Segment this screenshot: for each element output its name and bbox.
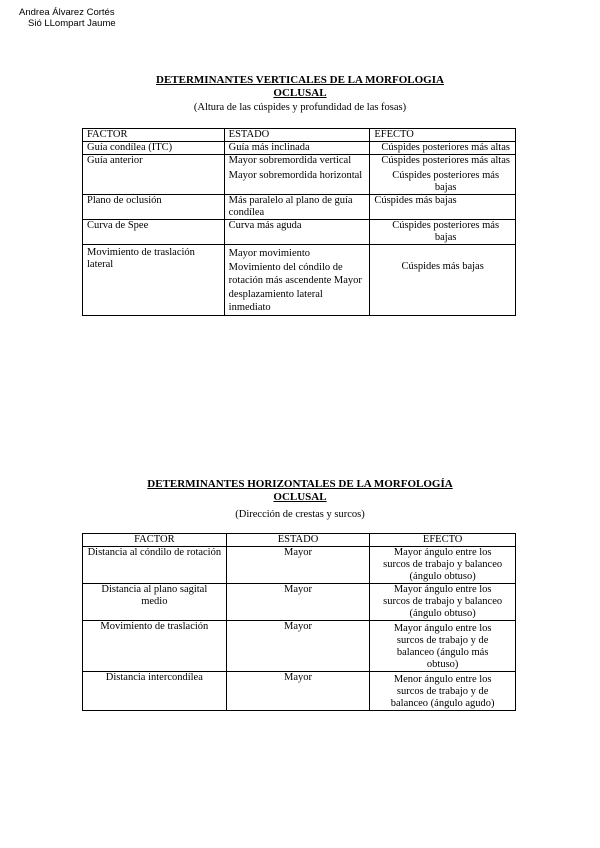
cell-estado: Más paralelo al plano de guía condílea	[224, 195, 370, 220]
table-row	[83, 584, 516, 621]
cell-factor: Distancia al plano sagital medio	[83, 584, 227, 621]
table-row	[83, 195, 516, 220]
cell-efecto: Mayor ángulo entre los surcos de trabajo y balanceo (ángulo obtuso)	[370, 584, 516, 621]
cell-efecto: Mayor ángulo entre los surcos de trabajo y de balanceo (ángulo más obtuso)	[370, 621, 516, 672]
cell-estado: Curva más aguda	[224, 220, 370, 245]
cell-factor: Distancia intercondílea	[83, 672, 227, 711]
header-efecto: EFECTO	[370, 129, 516, 142]
cell-efecto-a: Cúspides posteriores más altas	[381, 155, 510, 166]
cell-efecto: Menor ángulo entre los surcos de trabajo y de balanceo (ángulo agudo)	[370, 672, 516, 711]
table-row	[83, 621, 516, 672]
cell-estado: Mayor	[226, 621, 370, 672]
cell-estado: Mayor	[226, 547, 370, 584]
cell-estado: Mayor	[226, 672, 370, 711]
table-row	[83, 220, 516, 245]
table-row	[83, 245, 516, 316]
cell-estado	[224, 155, 370, 195]
cell-efecto: Cúspides posteriores más altas	[370, 142, 516, 155]
table-row	[83, 142, 516, 155]
header-efecto: EFECTO	[370, 534, 516, 547]
cell-factor: Plano de oclusión	[83, 195, 225, 220]
table-row	[83, 547, 516, 584]
section2-title-line2: OCLUSAL	[273, 491, 327, 503]
author-1: Andrea Álvarez Cortés	[19, 7, 115, 18]
cell-estado-b: Mayor sobremordida horizontal	[228, 170, 363, 181]
header-estado: ESTADO	[224, 129, 370, 142]
table-header-row	[83, 534, 516, 547]
header-factor: FACTOR	[83, 534, 227, 547]
table-row	[83, 672, 516, 711]
cell-factor: Guía condílea (ITC)	[83, 142, 225, 155]
cell-factor: Movimiento de traslación	[83, 621, 227, 672]
cell-efecto: Mayor ángulo entre los surcos de trabajo y balanceo (ángulo obtuso)	[370, 547, 516, 584]
cell-efecto: Cúspides posteriores más bajas	[370, 220, 516, 245]
section1-title-line2: OCLUSAL	[273, 87, 327, 99]
section1-title-line1: DETERMINANTES VERTICALES DE LA MORFOLOGIA	[156, 74, 444, 86]
section2-subtitle: (Dirección de crestas y surcos)	[235, 509, 365, 520]
horizontal-determinants-table	[82, 533, 516, 711]
cell-factor: Curva de Spee	[83, 220, 225, 245]
cell-factor: Movimiento de traslación lateral	[83, 245, 225, 316]
cell-estado-b: Movimiento del cóndilo de rotación más ascendente Mayor desplazamiento lateral inmediato	[228, 261, 362, 313]
cell-efecto-b: Cúspides posteriores más bajas	[392, 170, 500, 193]
table-row	[83, 155, 516, 195]
cell-efecto: Cúspides más bajas	[370, 245, 516, 316]
cell-estado-a: Mayor sobremordida vertical	[228, 155, 352, 166]
cell-estado: Guía más inclinada	[224, 142, 370, 155]
section1-subtitle: (Altura de las cúspides y profundidad de las fosas)	[193, 102, 407, 113]
cell-estado: Mayor	[226, 584, 370, 621]
cell-factor: Distancia al cóndilo de rotación	[83, 547, 227, 584]
header-estado: ESTADO	[226, 534, 370, 547]
cell-efecto	[370, 155, 516, 195]
section2-title-line1: DETERMINANTES HORIZONTALES DE LA MORFOLOGÍA	[147, 478, 453, 490]
authors-block	[19, 7, 116, 29]
cell-estado-a: Mayor movimiento	[228, 248, 311, 259]
author-2: Sió LLompart Jaume	[28, 18, 116, 29]
vertical-determinants-table	[82, 128, 516, 316]
header-factor: FACTOR	[83, 129, 225, 142]
table-header-row	[83, 129, 516, 142]
cell-estado	[224, 245, 370, 316]
cell-factor: Guía anterior	[83, 155, 225, 195]
cell-efecto: Cúspides más bajas	[370, 195, 516, 220]
